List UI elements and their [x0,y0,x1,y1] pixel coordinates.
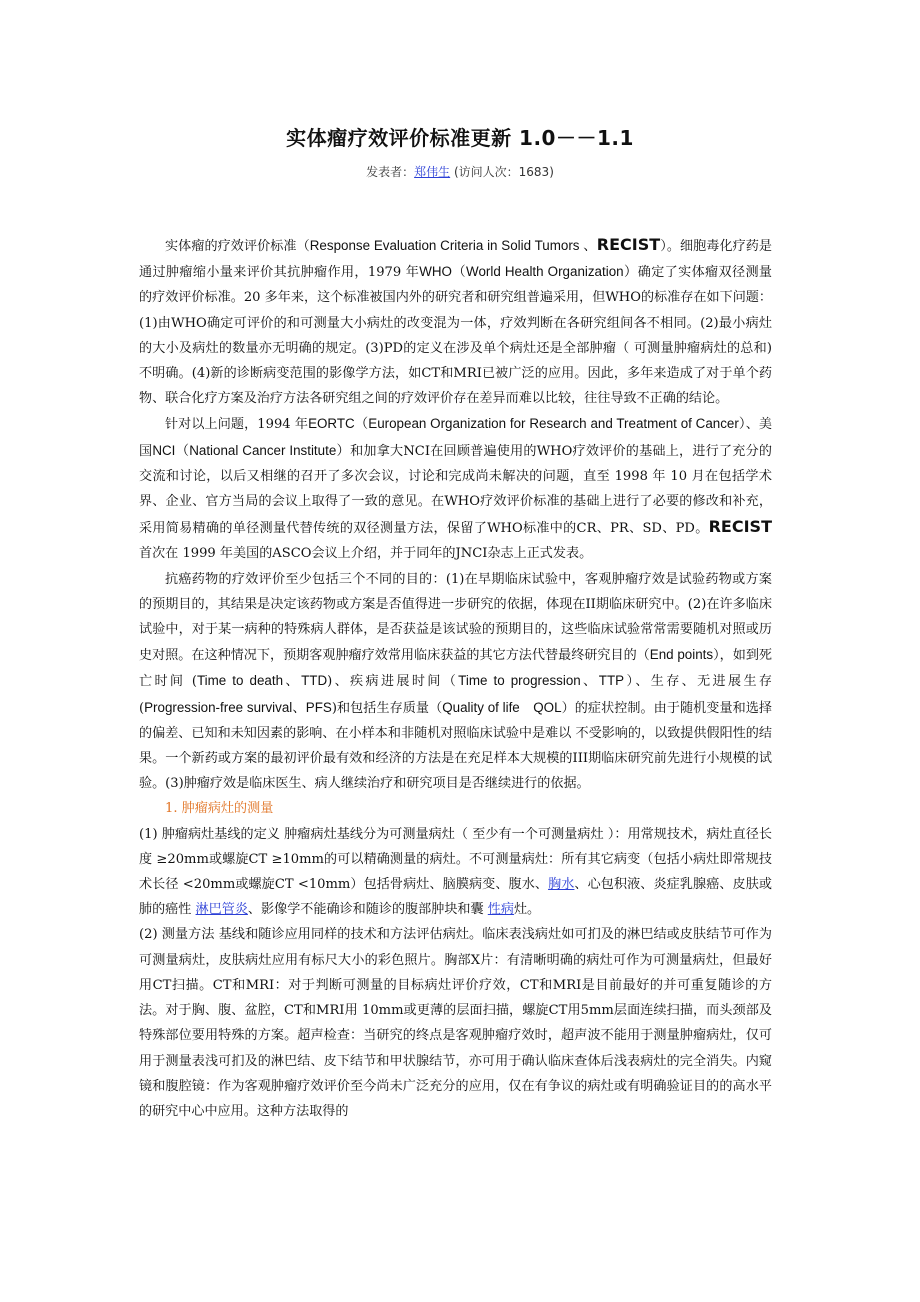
text-run: Quality of life QOL [442,699,562,715]
text-run: ）、生存、无进展生存 ( [139,674,772,716]
recist-term: RECIST [708,517,772,537]
text-run: Time to death、TTD [196,673,328,689]
text-run: ），如到死亡时间 ( [139,648,773,690]
text-run: ）。细胞毒化疗药是通过肿瘤缩小量来评价其抗肿瘤作用，1979 年 [139,239,773,281]
paragraph-history [139,411,772,566]
text-run: 灶。 [513,902,541,918]
text-run: 针对以上问题，1994 年 [165,417,309,433]
text-run: ）的症状控制。由于随机变量和选择的偏差、已知和未知因素的影响、在小样本和非随机对照临床试验中是难以 不受影响的，以致提供假阳性的结果。一个新药或方案的最初评价最有效和经济的方法是在充足样本大规模的III期临床研究前先进行小规模的试验。(3)肿瘤疗效是临床医生、病人继续治疗和研究项目是否继续进行的依据。 [139,700,773,792]
text-run: End points [649,647,714,663]
recist-term: RECIST [596,235,661,254]
link-cystic-lesion[interactable]: 性病 [487,902,514,918]
author-link[interactable]: 郑伟生 [414,165,451,179]
text-run: )和包括生存质量（ [331,700,443,716]
page-title: 实体瘤疗效评价标准更新 1.0－－1.1 [286,126,634,150]
visit-count: 1683 [518,165,550,179]
paragraph-purposes [139,567,772,797]
text-run: 确定了实体瘤双径测量的疗效评价标准。20 多年来，这个标准被国内外的研究者和研究组普遍采用，但WHO的标准存在如下问题：(1)由WHO确定可评价的和可测量大小病灶的改变混为一体，疗效判断在各研究组间各不相同。(2)最小病灶的大小及病灶的数量亦无明确的规定。(3)PD的定义在涉及单个病灶还是全部肿瘤（ 可测量肿瘤病灶的总和)不明确。(4)新的诊断病变范围的影像学方法，如CT和MRI已被广泛的应用。因此，多年来造成了对于单个药物、联合化疗方案及治疗方法各研究组之间的疗效评价存在差异而难以比较，往往导致不正确的结论。 [139,265,773,407]
text-run: )、疾病进展时间（ [327,674,459,690]
author-prefix: 发表者： [366,165,415,179]
text-run: EORTC（European Organization for Research and Treatment of Cancer） [308,416,746,432]
text-run: 实体瘤的疗效评价标准（ [165,239,310,254]
visits-prefix: (访问人次： [450,165,519,179]
section-heading-measurement: 1. 肿瘤病灶的测量 [165,801,274,817]
text-run: (1) 肿瘤病灶基线的定义 肿瘤病灶基线分为可测量病灶（ 至少有一个可测量病灶 ）：用常规技术，病灶直径长度 ≥20mm或螺旋CT ≥10mm的可以精确测量的病灶。不可测量病灶：所有其它病变（包括小病灶即常规技术长径 <20mm或螺旋CT <10mm）包括骨病灶、脑膜病变、腹水、 [139,826,772,893]
visits-suffix: ) [549,165,554,179]
article-body [139,232,772,1124]
link-pleural-effusion[interactable]: 胸水 [548,877,575,893]
text-run: 、心包积液、炎症乳腺癌、皮肤或肺的癌性 [139,877,772,918]
text-run: NCI（National Cancer Institute） [152,442,351,458]
paragraph-intro [139,232,772,411]
text-run: Time to progression、TTP [458,673,625,689]
text-run: Progression-free survival、PFS [144,699,332,715]
text-run: 抗癌药物的疗效评价至少包括三个不同的目的：(1)在早期临床试验中，客观肿瘤疗效是试验药物或方案的预期目的，其结果是决定该药物或方案是否值得进一步研究的依据，体现在II期临床研究中。(2)在许多临床试验中，对于某一病种的特殊病人群体，是否获益是该试验的预期目的，这些临床试验常常需要随机对照或历史对照。在这种情况下，预期客观肿瘤疗效常用临床获益的其它方法代替最终研究目的（ [139,571,772,664]
text-run: WHO（World Health Organization） [419,264,638,280]
post-meta [0,163,920,180]
text-run: 首次在 1999 年美国的ASCO会议上介绍，并于同年的JNCI杂志上正式发表。 [139,546,593,562]
text-run: Response Evaluation Criteria in Solid Tumors 、 [309,238,597,253]
link-lymphangitis[interactable]: 淋巴管炎 [195,902,248,918]
text-run: 、美国 [139,417,772,459]
paragraph-baseline-definition [139,822,772,923]
text-run: 、影像学不能确诊和随诊的腹部肿块和囊 [247,902,488,918]
text-run: 和加拿大NCI在回顾普遍使用的WHO疗效评价的基础上，进行了充分的交流和讨论，以后又相继的召开了多次会议，讨论和完成尚未解决的问题，直至 1998 年 10 月在包括学术界、企业、官方当局的会议上取得了一致的意见。在WHO疗效评价标准的基础上进行了必要的修改和补充，采用简易精确的单径测量代替传统的双径测量方法，保留了WHO标准中的CR、PR、SD、PD。 [139,443,772,537]
paragraph-measurement-methods: (2) 测量方法 基线和随诊应用同样的技术和方法评估病灶。临床表浅病灶如可扪及的淋巴结或皮肤结节可作为可测量病灶，皮肤病灶应用有标尺大小的彩色照片。胸部X片：有清晰明确的病灶可作为可测量病灶，但最好用CT扫描。CT和MRI：对于判断可测量的目标病灶评价疗效，CT和MRI是目前最好的并可重复随诊的方法。对于胸、腹、盆腔，CT和MRI用 10mm或更薄的层面扫描，螺旋CT用5mm层面连续扫描，而头颈部及特殊部位要用特殊的方案。超声检查：当研究的终点是客观肿瘤疗效时，超声波不能用于测量肿瘤病灶，仅可用于测量表浅可扪及的淋巴结、皮下结节和甲状腺结节，亦可用于确认临床查体后浅表病灶的完全消失。内窥镜和腹腔镜：作为客观肿瘤疗效评价至今尚未广泛充分的应用，仅在有争议的病灶或有明确验证目的的高水平的研究中心中应用。这种方法取得的 [139,927,772,1119]
